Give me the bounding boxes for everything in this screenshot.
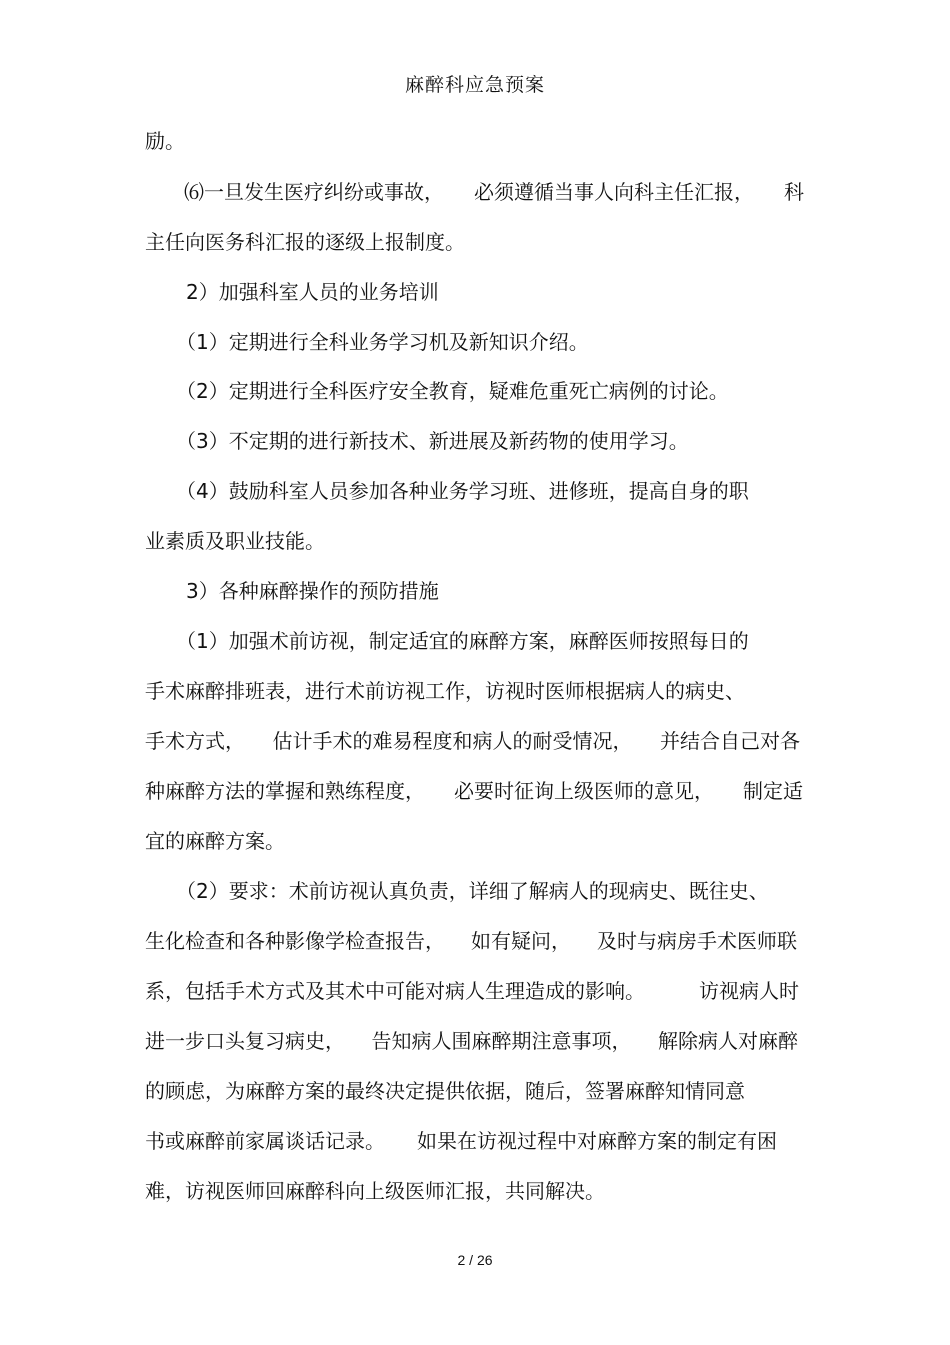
text-segment: 系，包括手术方式及其术中可能对病人生理造成的影响。 [145, 979, 645, 1003]
text-segment: 书或麻醉前家属谈话记录。 [145, 1129, 385, 1153]
section-heading: 3）各种麻醉操作的预防措施 [186, 579, 439, 603]
text-segment: 必须遵循当事人向科主任汇报， [474, 180, 754, 204]
text-segment: 必要时征询上级医师的意见， [454, 779, 714, 803]
text-segment: 并结合自己对各 [660, 729, 800, 753]
page-number: 2 / 26 [457, 1252, 493, 1268]
text-segment: 种麻醉方法的掌握和熟练程度， [145, 779, 425, 803]
text-line [145, 778, 803, 804]
text-segment: 手术方式， [145, 729, 245, 753]
text-segment: 估计手术的难易程度和病人的耐受情况， [272, 729, 633, 753]
text-segment: 解除病人对麻醉 [658, 1029, 798, 1053]
text-line: 宜的麻醉方案。 [145, 829, 285, 853]
text-line: （1）加强术前访视，制定适宜的麻醉方案，麻醉医师按照每日的 [176, 629, 749, 653]
text-line [145, 1028, 798, 1054]
text-line [145, 978, 799, 1004]
text-line: 的顾虑，为麻醉方案的最终决定提供依据，随后，签署麻醉知情同意 [145, 1079, 745, 1103]
text-line: 手术麻醉排班表，进行术前访视工作，访视时医师根据病人的病史、 [145, 679, 745, 703]
text-line: （2）要求：术前访视认真负责，详细了解病人的现病史、既往史、 [176, 879, 769, 903]
text-segment: 访视病人时 [699, 979, 799, 1003]
section-heading: 2）加强科室人员的业务培训 [186, 280, 439, 304]
text-segment: ⑹一旦发生医疗纠纷或事故， [184, 180, 444, 204]
text-line: （1）定期进行全科业务学习机及新知识介绍。 [176, 330, 589, 354]
text-segment: 科 [784, 180, 804, 204]
text-segment: 生化检查和各种影像学检查报告， [145, 929, 445, 953]
page-header: 麻醉科应急预案 [404, 74, 545, 96]
text-line [145, 728, 800, 754]
text-line [184, 179, 804, 205]
text-line: （2）定期进行全科医疗安全教育，疑难危重死亡病例的讨论。 [176, 379, 729, 403]
text-segment: 进一步口头复习病史， [145, 1029, 345, 1053]
text-segment: 如果在访视过程中对麻醉方案的制定有困 [417, 1129, 777, 1153]
text-segment: 及时与病房手术医师联 [597, 929, 797, 953]
text-line: （3）不定期的进行新技术、新进展及新药物的使用学习。 [176, 429, 689, 453]
text-line [145, 928, 797, 954]
text-line: 业素质及职业技能。 [145, 529, 325, 553]
text-line: （4）鼓励科室人员参加各种业务学习班、进修班，提高自身的职 [176, 479, 749, 503]
text-segment: 制定适 [743, 779, 803, 803]
text-segment: 如有疑问， [471, 929, 571, 953]
text-line [145, 1128, 777, 1154]
text-segment: 告知病人围麻醉期注意事项， [371, 1029, 632, 1053]
text-line: 难，访视医师回麻醉科向上级医师汇报，共同解决。 [145, 1179, 605, 1203]
text-line: 主任向医务科汇报的逐级上报制度。 [145, 230, 465, 254]
text-line: 励。 [145, 129, 185, 153]
